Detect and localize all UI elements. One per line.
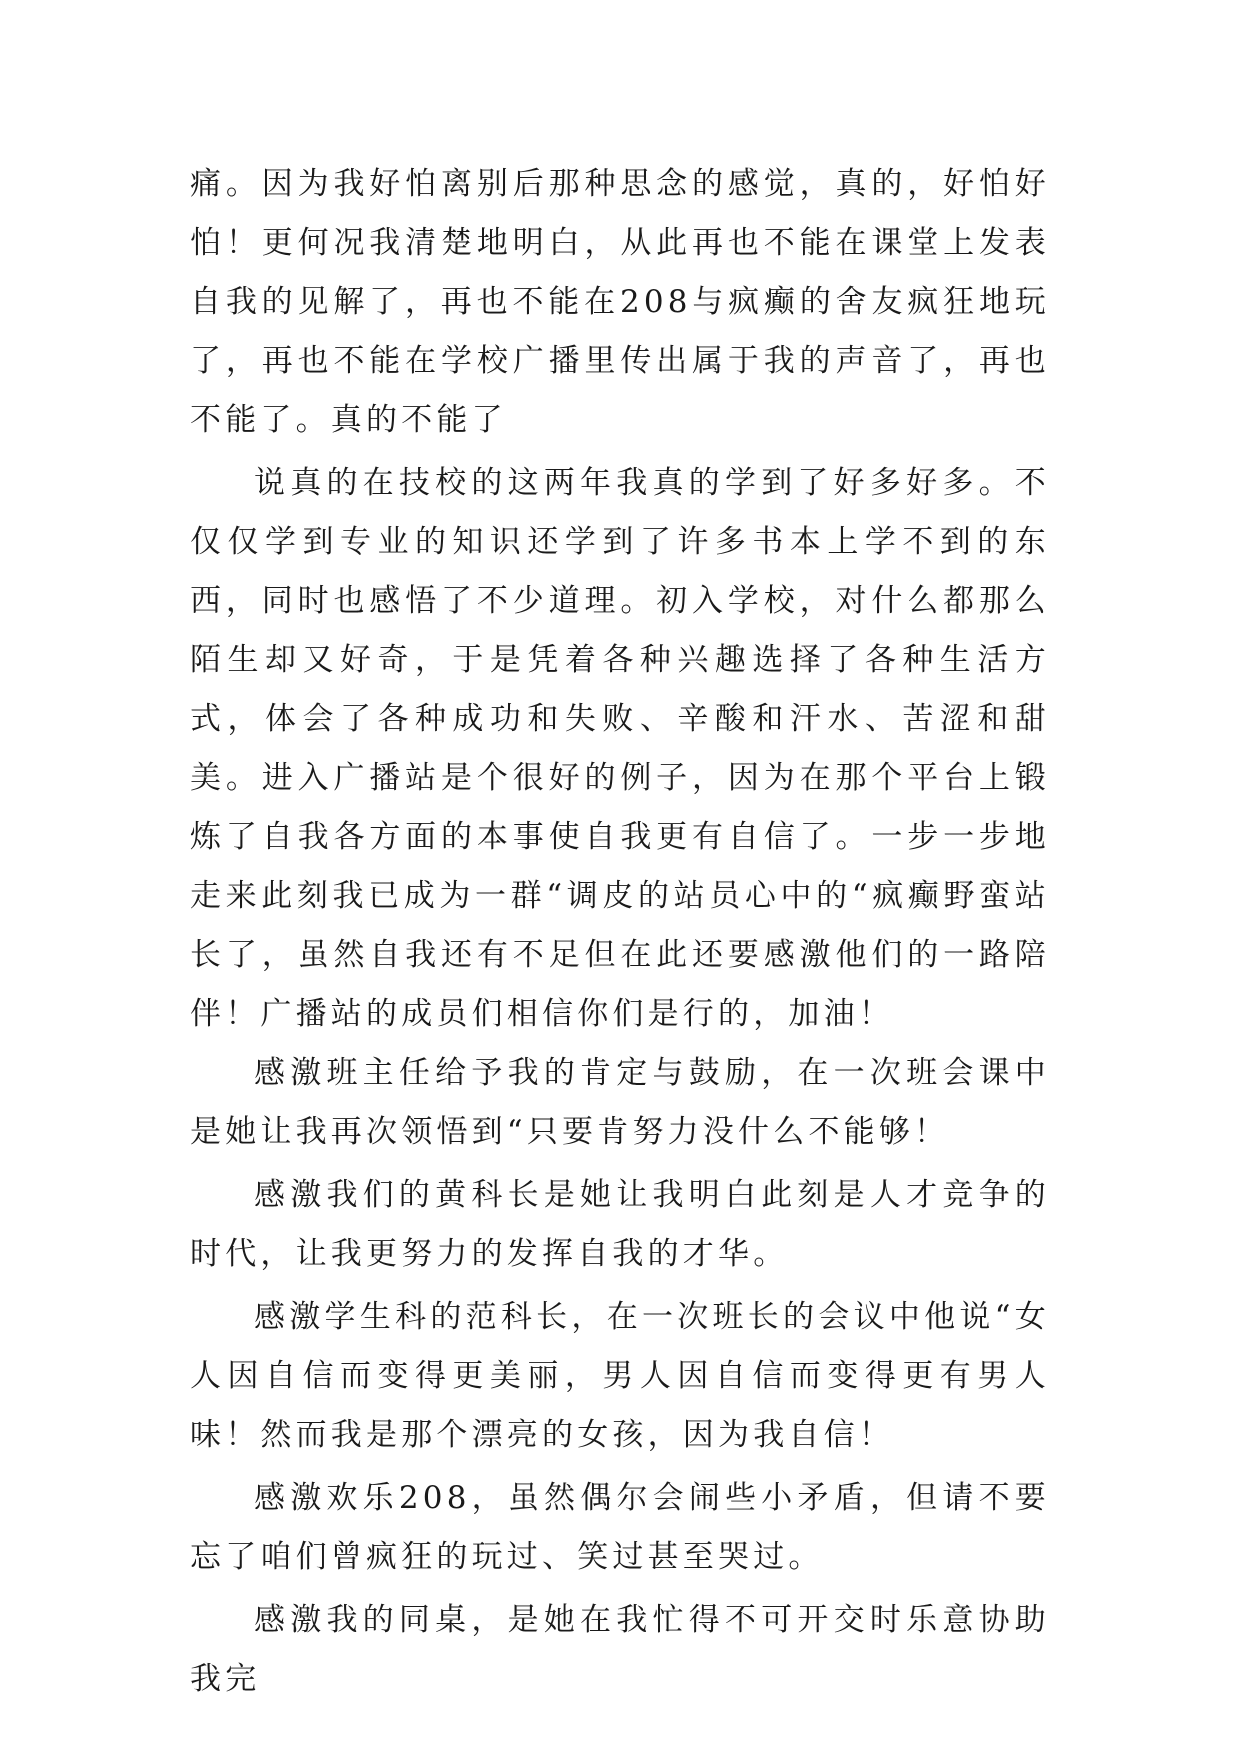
paragraph-7: 感激我的同桌，是她在我忙得不可开交时乐意协助我完 <box>190 1602 1050 1697</box>
paragraph-1: 痛。因为我好怕离别后那种思念的感觉，真的，好怕好怕！更何况我清楚地明白，从此再也不能在课堂上发表自我的见解了，再也不能在208与疯癫的舍友疯狂地玩了，再也不能在学校广播里传出属于我的声音了，再也不能了。真的不能了 <box>190 166 1050 438</box>
paragraph-6: 感激欢乐208，虽然偶尔会闹些小矛盾，但请不要忘了咱们曾疯狂的玩过、笑过甚至哭过。 <box>190 1480 1050 1575</box>
paragraph-4: 感激我们的黄科长是她让我明白此刻是人才竞争的时代，让我更努力的发挥自我的才华。 <box>190 1177 1050 1272</box>
paragraph-2: 说真的在技校的这两年我真的学到了好多好多。不仅仅学到专业的知识还学到了许多书本上学不到的东西，同时也感悟了不少道理。初入学校，对什么都那么陌生却又好奇，于是凭着各种兴趣选择了各种生活方式，体会了各种成功和失败、辛酸和汗水、苦涩和甜美。进入广播站是个很好的例子，因为在那个平台上锻炼了自我各方面的本事使自我更有自信了。一步一步地走来此刻我已成为一群“调皮的站员心中的“疯癫野蛮站长了，虽然自我还有不足但在此还要感激他们的一路陪伴！广播站的成员们相信你们是行的，加油！ <box>190 465 1050 1032</box>
paragraph-3: 感激班主任给予我的肯定与鼓励，在一次班会课中是她让我再次领悟到“只要肯努力没什么不能够！ <box>190 1055 1050 1150</box>
paragraph-5: 感激学生科的范科长，在一次班长的会议中他说“女人因自信而变得更美丽，男人因自信而变得更有男人味！然而我是那个漂亮的女孩，因为我自信！ <box>190 1299 1050 1453</box>
document-body <box>190 155 1050 1709</box>
